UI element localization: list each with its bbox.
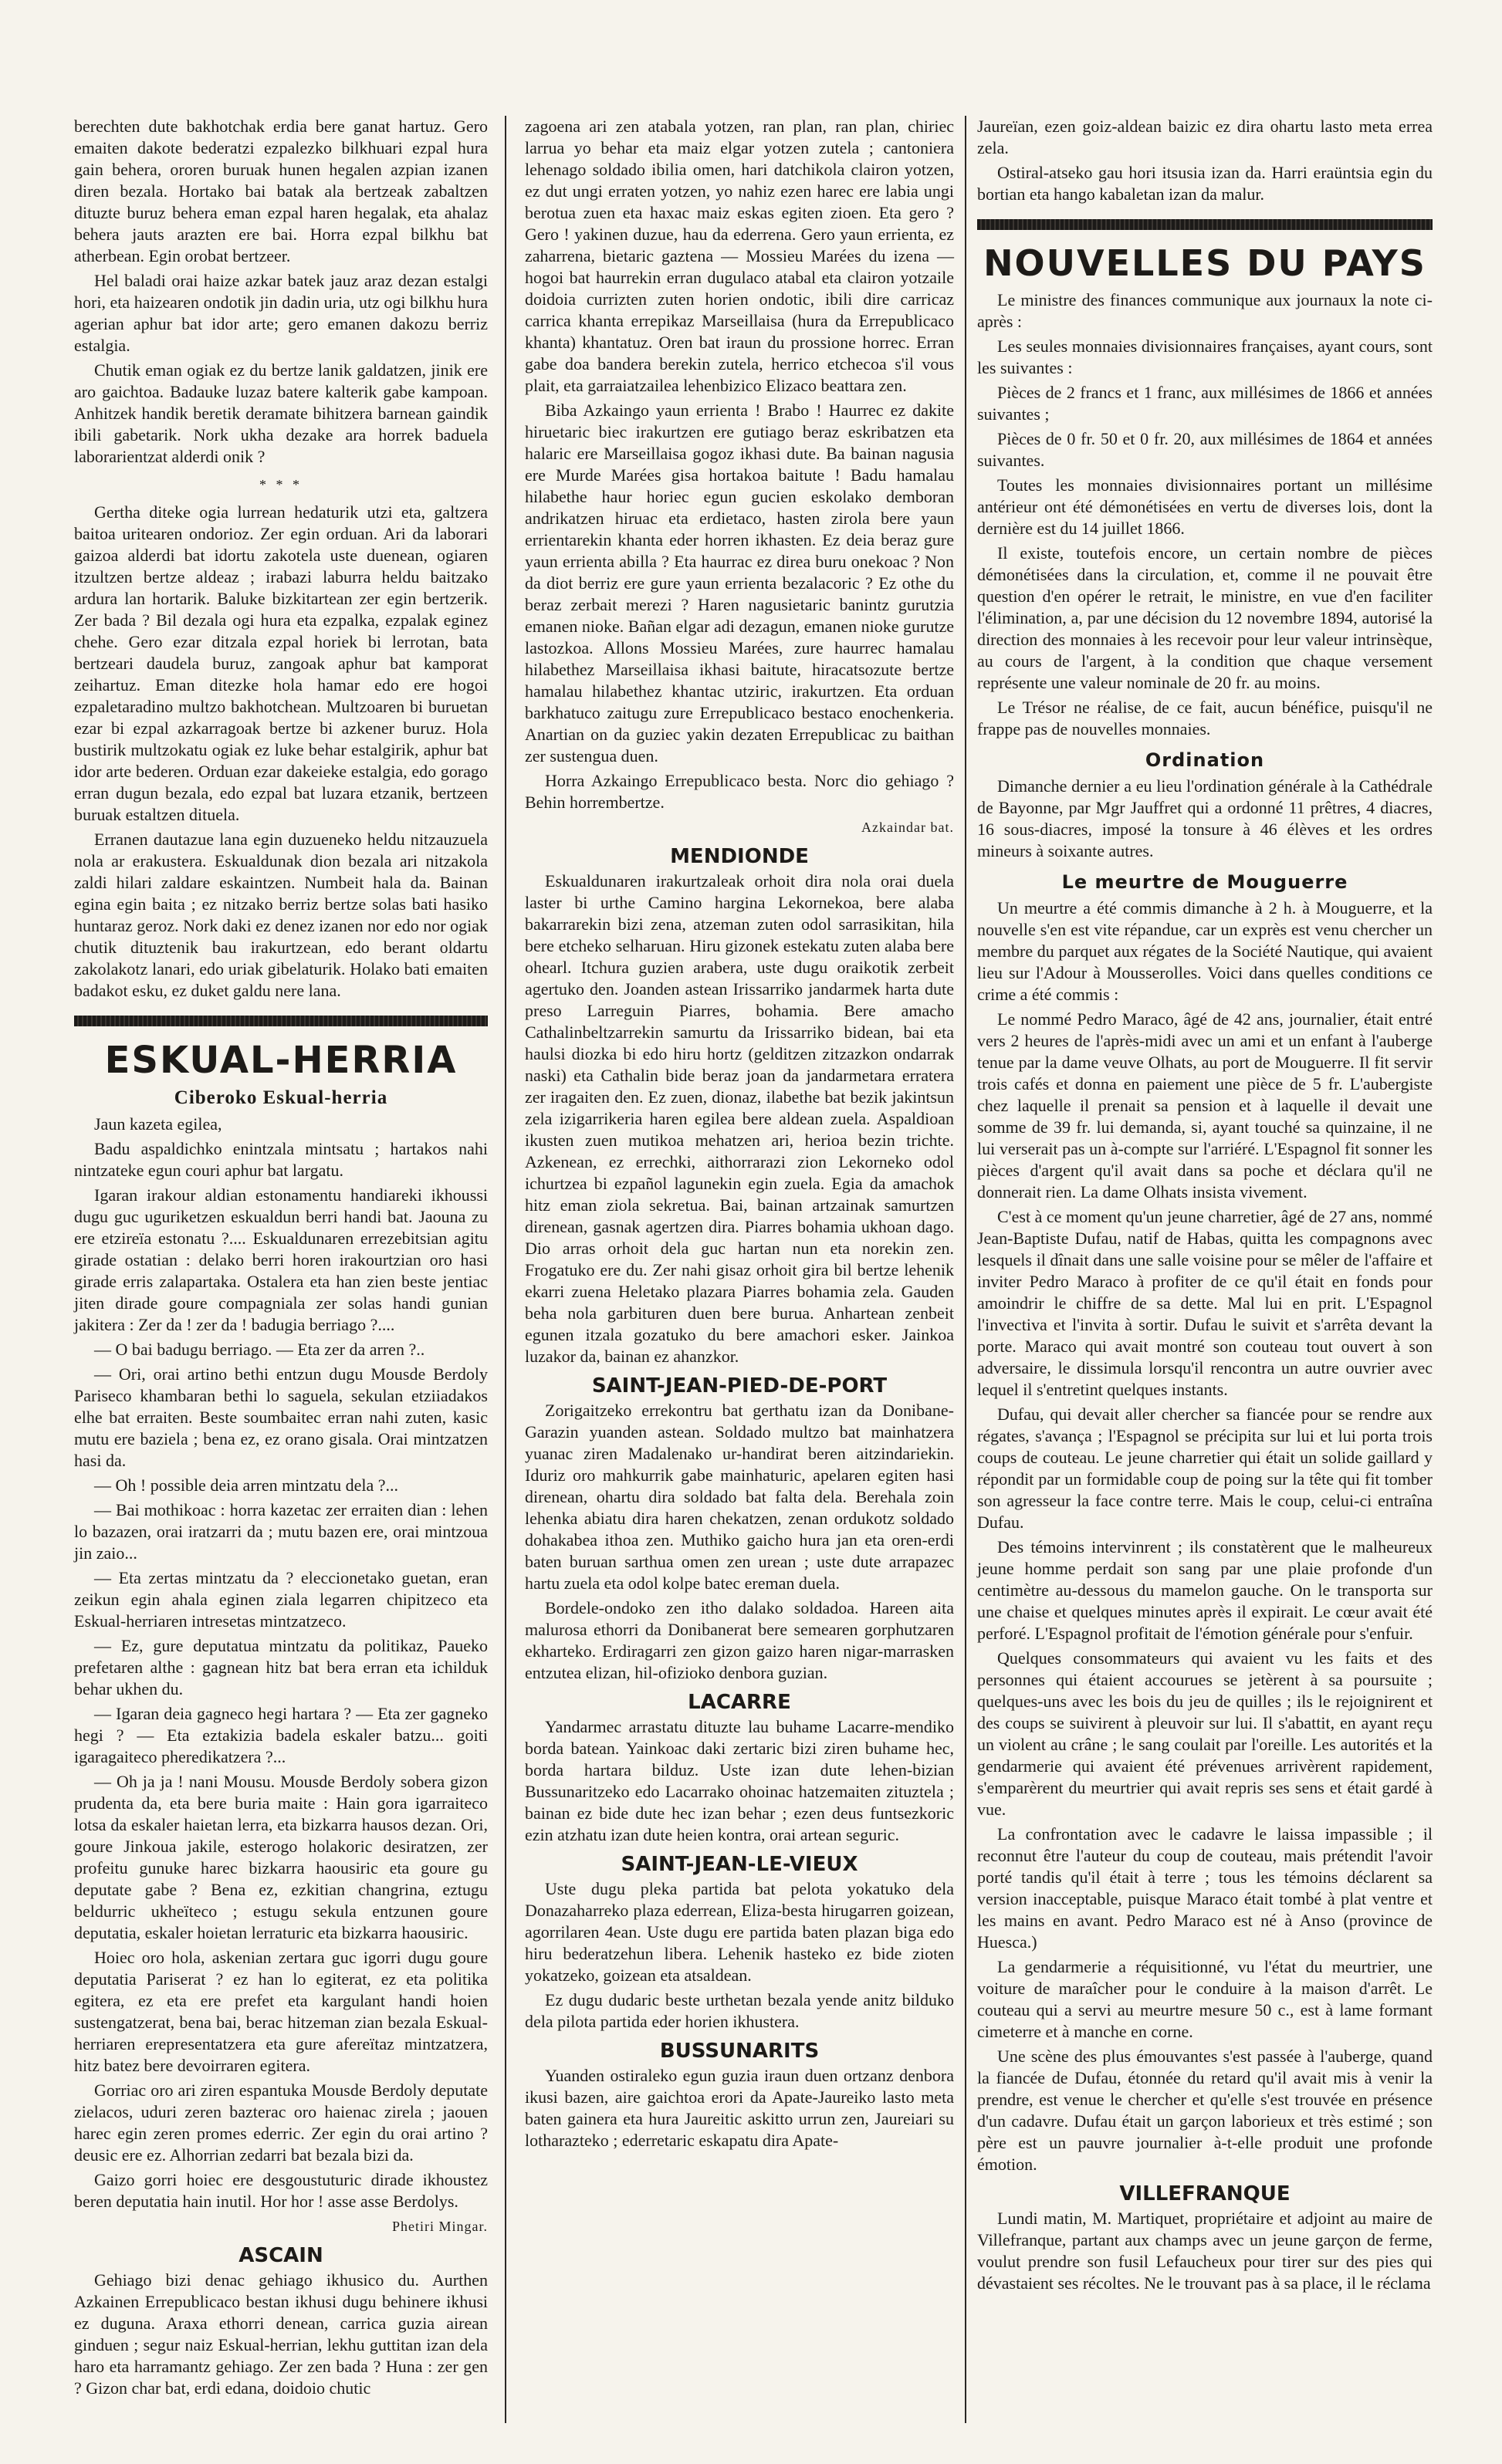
paragraph: Pièces de 2 francs et 1 franc, aux millésimes de 1866 et années suivantes ; bbox=[977, 382, 1433, 424]
section-heading-eskual-herria: ESKUAL-HERRIA bbox=[104, 1039, 458, 1082]
paragraph: Jaureïan, ezen goiz-aldean baizic ez dira ohartu lasto meta errea zela. bbox=[977, 117, 1433, 157]
column-rule bbox=[965, 116, 966, 2423]
paragraph: Dufau, qui devait aller chercher sa fiancée pour se rendre aux régates, s'avança ; l'Espagnol se précipita sur lui et lui porta trois coups de couteau. Le jeune charretier qui était un solide gaillard y répondit par un formidable coup de poing sur la tête qui fit tomber son agresseur la face contre terre. Mais le coup, celui-ci entraîna Dufau. bbox=[977, 1404, 1433, 1532]
paragraph: Horra Azkaingo Errepublicaco besta. Norc dio gehiago ? Behin horrembertze. bbox=[525, 771, 954, 812]
article-heading-ordination: Ordination bbox=[1145, 749, 1265, 771]
paragraph: — Igaran deia gagneco hegi hartara ? — Eta zer gagneko hegi ? — Eta eztakizia badela eskaler batzu... goiti igaragaiteco pheredikatzera ?... bbox=[74, 1703, 488, 1766]
column-3 bbox=[977, 116, 1433, 2297]
paragraph: Gehiago bizi denac gehiago ikhusico du. Aurthen Azkainen Errepublicaco bestan ikhusi dugu behinere ikhusi ez duguna. Araxa ethorri denean, carrica guzia airean ginduen ; segur naiz Eskual-herrian, lekhu guttitan izan dela haro eta harramantz gehiago. Zer zen bada ? Huna : zer gen ? Gizon char bat, erdi edana, doidoio chutic bbox=[74, 2270, 488, 2398]
article-heading-ascain: ASCAIN bbox=[238, 2243, 323, 2267]
paragraph: La confrontation avec le cadavre le laissa impassible ; il reconnut être l'auteur du coup de couteau, mais prétendit l'avoir porté tandis qu'il était à terre ; tous les témoins déclarent sa version inacceptable, puisque Maraco était tombé à plat ventre et les mains en avant. Pedro Maraco est né à Anso (province de Huesca.) bbox=[977, 1823, 1433, 1952]
article-heading-saint-jean-pied-de-port: SAINT-JEAN-PIED-DE-PORT bbox=[591, 1374, 888, 1398]
paragraph: Yuanden ostiraleko egun guzia iraun duen ortzanz denbora ikusi bazen, aire gaichtoa erori da Apate-Jaureiko lasto meta baten gainera eta hura Jaureitic askitto urrun zen, Jaureiari su lotharazteko ; ederretaric eskapatu dira Apate- bbox=[525, 2066, 954, 2150]
paragraph: Bordele-ondoko zen itho dalako soldadoa. Hareen aita malurosa ethorri da Donibanerat bere semearen gorphutzaren ekharteko. Erdiragarri zen gizon gaizo haren nigar-marrasken entzutea elizan, hil-ofizioko denbora guzian. bbox=[525, 1598, 954, 1682]
paragraph: Le Trésor ne réalise, de ce fait, aucun bénéfice, puisqu'il ne frappe pas de nouvelles monnaies. bbox=[977, 697, 1433, 739]
paragraph: Il existe, toutefois encore, un certain nombre de pièces démonétisées dans la circulation, et, comme il ne pouvait être question d'en opérer le retrait, le ministre, en vue d'en faciliter l'élimination, a, par une décision du 12 novembre 1894, autorisé la direction des monnaies à les recevoir pour leur valeur intrinsèque, au cours de l'argent, à la condition que chaque versement représente une valeur nominale de 20 fr. au moins. bbox=[977, 542, 1433, 692]
column-1 bbox=[74, 116, 488, 2402]
paragraph: — O bai badugu berriago. — Eta zer da arren ?.. bbox=[94, 1339, 425, 1359]
paragraph: Chutik eman ogiak ez du bertze lanik galdatzen, jinik ere aro gaichtoa. Badauke luzaz batere kalterik gabe kampoan. Anhitzek handik beretik deramate bihitzera barnean gaindik ibili gabetarik. Nork ukha dezake ara horrek baduela laborarientzat alderdi onik ? bbox=[74, 360, 488, 466]
paragraph: Lundi matin, M. Martiquet, propriétaire et adjoint au maire de Villefranque, partant aux champs avec un jeune garçon de ferme, voulut prendre son fusil Lefaucheux pour tirer sur des pies qui dévastaient ses récoltes. Ne le trouvant pas à sa place, il le réclama bbox=[977, 2208, 1433, 2293]
section-divider bbox=[74, 1016, 488, 1026]
article-heading-mendionde: MENDIONDE bbox=[670, 845, 809, 868]
article-title: Ciberoko Eskual-herria bbox=[174, 1087, 388, 1108]
paragraph: — Ori, orai artino bethi entzun dugu Mousde Berdoly Pariseco khambaran bethi lo saguela, sekulan etziiadakos elhe bat erraiten. Beste soumbaitec erran nahi zuten, kasic mutu ere baziela ; bena ez, ez orano gisala. Orai mintzatzen hasi da. bbox=[74, 1364, 488, 1470]
paragraph: Hel baladi orai haize azkar batek jauz araz dezan estalgi hori, eta haizearen ondotik jin dadin uria, utz ogi bilkhu hura agerian aphur bat idor arte; gero emanen dakozu berriz estalgia. bbox=[74, 271, 488, 355]
paragraph: Des témoins intervinrent ; ils constatèrent que le malheureux jeune homme perdait son sang par une plaie profonde d'un centimètre au-dessous du mamelon gauche. On le transporta sur une chaise et quelques minutes après il expirait. Le cœur avait été perforé. L'Espagnol profitait de l'émotion générale pour s'enfuir. bbox=[977, 1536, 1433, 1643]
paragraph: — Eta zertas mintzatu da ? eleccionetako guetan, eran zeikun egin ahala eginen ziala legarren chipitzeco eta Eskual-herriaren intresetas mintzatzeco. bbox=[74, 1567, 488, 1631]
paragraph: Erranen dautazue lana egin duzueneko heldu nitzauzuela nola ar erakustera. Eskualdunak dion bezala ari nitzakola zaldi hilari zaldare eskaintzen. Numbeit hala da. Bainan egina egin baita ; ez nitzako berriz bertze solas bati hasiko huntaraz geroz. Nork daki ez denez izanen nor edo nor ogiak chutik dituztenik bau irakurtzean, edo berant oldartu zakolakotz lanari, edo uriak gibelaturik. Holako bati emaiten badakot esku, ez duket galdu nere lana. bbox=[74, 830, 488, 1000]
paragraph: Les seules monnaies divisionnaires françaises, ayant cours, sont les suivantes : bbox=[977, 336, 1433, 377]
paragraph: Pièces de 0 fr. 50 et 0 fr. 20, aux millésimes de 1864 et années suivantes. bbox=[977, 428, 1433, 470]
paragraph: Zorigaitzeko errekontru bat gerthatu izan da Donibane-Garazin yuanden astean. Soldado multzo bat mainhatzera yuanac ziren Madalenako ur-handirat beren aitzindariekin. Iduriz oro mahkurrik gabe mainhaturic, apelaren egiten hasi direnean, ohartu dira soldado bat falta dela. Berehala zoin lehenka abiatu dira haren chekatzen, zenan ordukotz soldado dohakabea ithoa zen. Muthiko gaicho hura jan eta oren-erdi baten buruan sarthua omen zen urean ; uste dute arrapazec hartu zuela eta odol kolpe batec ereman duela. bbox=[525, 1401, 954, 1593]
paragraph: Le ministre des finances communique aux journaux la note ci-après : bbox=[977, 289, 1433, 331]
paragraph: zagoena ari zen atabala yotzen, ran plan, ran plan, chiriec larrua yo behar eta maiz elgar yotzen zutela ; cantoniera lehenago soldado ibilia omen, hari datchikola clairon yotzen, ez dut ungi erraten yotzen, yo nahiz ezen harec ere labia ungi berotua zuen eta haxac maiz eskas egiten zioen. Eta gero ? Gero ! yakinen duzue, hau da ederrena. Gero yaun errienta, ez zaharrena, bietaric gaztena — Mossieu Marées du izena — hogoi bat haurrekin erran dugulaco atabal eta clairon yotzaile doidoia currizten zuten horien ondotic, ibili dire carricaz carrica khanta errepikaz Marseillaisa (hura da Errepublicaco khanta) khantatuz. Oren bat iraun du prossione horrec. Erran gabe doa bandera berekin zutela, herrico etchecoa s'il vous plait, eta garraiatzailea lehenbizico Elizaco beattara zen. bbox=[525, 117, 954, 395]
paragraph: Eskualdunaren irakurtzaleak orhoit dira nola orai duela laster bi urthe Camino hargina Lekornekoa, bere alaba bakarrarekin bizi zena, atzeman zuten odol sarrasikitan, hila bere etcheko selharuan. Hiru gizonek estekatu zuten alaba bere ohearl. Itchura guzien arabera, uste dugu oraikotik zerbeit agertuko den. Joanden astean Irissarriko jandarmek harta dute preso Larreguin Piarres, bohamia. Bere amacho Cathalinbeltzarrekin samurtu da Irissarriko bidean, bai eta haulsi diozka bi edo hiru hortz (gelditzen zitzazkon ondarrak naski) eta Cathalin bide beraz joan da jandarmetara erratera zer iragaiten den. Ez zuen, dionaz, ilabethe bat bezik jakintsun zela izigarrikeria haren egilea bere aldean zuela. Aspaldioan ikusten zuen mutikoa mehatzen ari, herioa bezin trichte. Azkenean, ez errechki, aithorrarazi zion Lekorneko odol ichurtzea bi ezpañol lagunekin egin zuela. Egia da amachok hitz eman ziola sekretua. Bai, bainan artzainak samurtzen direnean, gasnak agertzen dira. Piarres bohamia ukhoan dago. Dio arras orhoit dela guc hartan nun eta norekin zen. Frogatuko ere du. Zer nahi gisaz orhoit gira bil bertze lehenik ekarri zuena Heletako plazara Piarres bohamia zela. Gauden beha nola garbituren duen bere burua. Anhartean zenbeit egunen itzala gozatuko du bere amachori esker. Jainkoa luzakor da, bainan ez ahanzkor. bbox=[525, 871, 954, 1366]
paragraph: Yandarmec arrastatu dituzte lau buhame Lacarre-mendiko borda batean. Yainkoac daki zertaric bizi ziren buhame hec, borda hartara bilduz. Uste izan dute lehen-bizian Bussunaritzeko edo Lacarrako ohoinac hatzemaiten zituztela ; bainan ez bide dute hec izan behar ; ezen deus funtsezkoric ezin atzhatu izan dute heien kontra, orai artean seguric. bbox=[525, 1717, 954, 1844]
paragraph: Biba Azkaingo yaun errienta ! Brabo ! Haurrec ez dakite hiruetaric biec irakurtzen ere gutiago beraz eskribatzen eta halaric ere Marseillaisa gogoz ikhasi dute. Ba bainan nagusia ere Murde Marées gisa hortakoa baitute ! Badu hamalau hilabethe haur horiec egun gucien eskolako demboran andrikatzen hiruac eta erdietaco, hasten zirola bere yaun errientarekin khanta eder horren ikhasten. Ez deia beraz gure yaun errienta abilla ? Eta haurrac ez direa buru onekoac ? Non da diot berriz ere gure yaun errienta bezalacoric ? Ez othe du beraz zerbait merezi ? Haren nagusietaric banintz gurutzia emanen nioke. Bañan elgar adi dezagun, emanen nioke gurutze lastozkoa. Allons Mossieu Marées, zure haurrec hamalau hilabethez Marseillaisa ikhasi baitute, hiracatsozute bertze hamalau hilabethez khantac utziric, irakurtzen. Eta orduan barkhatuco zaitugu zure Errepublicaco bestaco enochenkeria. Anartian on da guziec yakin dezaten Errepublicac zu baithan zer sustengua duen. bbox=[525, 401, 954, 766]
paragraph: Hoiec oro hola, askenian zertara guc igorri dugu goure deputatia Pariserat ? ez han lo egiterat, ez eta politika egitera, ez eta ere prefet eta kargulant handi hoien sustengatzerat, bena bai, berac hitzeman zian bezala Eskual-herriaren erepresentatzera eta gure afereïtaz mintzatzera, hitz batez bere devoirraren egitera. bbox=[74, 1947, 488, 2075]
paragraph: Gertha diteke ogia lurrean hedaturik utzi eta, galtzera baitoa uritearen ondorioz. Zer egin orduan. Ari da laborari gaizoa alderdi bat idortu zakotela uste duenean, ogiaren itzultzen bertze aldeaz ; irabazi laburra heldu baitzako ardura lan hortarik. Baluke bizkitartean zer egin bertzerik. Zer bada ? Bil dezala ogi hura eta ezpalka, ezpalak eginez chehe. Gero ezar ditzala ezpal horiek bi lerrotan, bata bertzeari daudela buruz, zangoak aphur bat kamporat zeihartuz. Eman ditezke hola hamar edo ere hogoi ezpaletaradino multzo bakhotchean. Multzoaren bi buruetan ezar bi ezpal azkarragoak bertze bi azkener buruz. Hola bustirik multzokatu ogiak ez luke behar estalgirik, aphur bat idor arte bederen. Orduan ezar dakeieke estalgia, edo gorago erran dugun bezala, edo ezpal bat luzara etzanik, bertzeen buruak estaltzen dituela. bbox=[74, 502, 488, 824]
paragraph: — Oh ! possible deia arren mintzatu dela ?... bbox=[94, 1475, 399, 1495]
paragraph: — Bai mothikoac : horra kazetac zer erraiten dian : lehen lo bazazen, orai iratzarri da ; mutu bazen ere, orai mintzoua jin zaio... bbox=[74, 1499, 488, 1563]
salutation: Jaun kazeta egilea, bbox=[94, 1114, 222, 1134]
article-heading-saint-jean-le-vieux: SAINT-JEAN-LE-VIEUX bbox=[621, 1853, 858, 1876]
asterism: * * * bbox=[259, 477, 303, 492]
paragraph: berechten dute bakhotchak erdia bere ganat hartuz. Gero emaiten dakote bederatzi ezpalezko bilkhuari ezpal hura gain behera, ororen buruak hunen hegalen azpian izanen diren bezala. Hortako bai batak ala bertzeak zabaltzen dituzte buruz behera eman ezpal haren hegalak, eta ahalaz behera jauts arazten ere bai. Horra ezpal bilkhu bat atherbean. Egin orobat bertzeer. bbox=[74, 117, 488, 265]
section-heading-nouvelles-du-pays: NOUVELLES DU PAYS bbox=[983, 242, 1426, 284]
paragraph: Un meurtre a été commis dimanche à 2 h. à Mouguerre, et la nouvelle s'en est vite répandue, car un exprès est venu chercher un membre du parquet aux régates de la Société Nautique, qui avaient lieu sur l'Adour à Mousserolles. Voici dans quelles conditions ce crime a été commis : bbox=[977, 897, 1433, 1004]
paragraph: Dimanche dernier a eu lieu l'ordination générale à la Cathédrale de Bayonne, par Mgr Jauffret qui a ordonné 11 prêtres, 4 diacres, 16 sous-diacres, imposé la tonsure à 46 élèves et les ordres mineurs à soixante autres. bbox=[977, 776, 1433, 860]
article-heading-villefranque: VILLEFRANQUE bbox=[1119, 2182, 1291, 2205]
paragraph: Gaizo gorri hoiec ere desgoustuturic dirade ikhoustez beren deputatia hain inutil. Hor hor ! asse asse Berdolys. bbox=[74, 2169, 488, 2211]
paragraph: Gorriac oro ari ziren espantuka Mousde Berdoly deputate zielacos, uduri zeren bazterac oro haienac zirela ; jaouen harec egin zeren promes ederric. Zer egin du orai artino ? deusic ere ez. Alhorrian zedarri bat bezala bizi da. bbox=[74, 2080, 488, 2165]
paragraph: La gendarmerie a réquisitionné, vu l'état du meurtrier, une voiture de maraîcher pour le conduire à la maison d'arrêt. Le couteau qui a servi au meurtre mesure 50 c., est à lame formant cimeterre et à manche en corne. bbox=[977, 1956, 1433, 2041]
paragraph: — Ez, gure deputatua mintzatu da politikaz, Paueko prefetaren althe : gagnean hitz bat bera erran eta ichilduk behar ukhen du. bbox=[74, 1635, 488, 1698]
paragraph: Ostiral-atseko gau hori itsusia izan da. Harri eraüntsia egin du bortian eta hango kabaletan izan da malur. bbox=[977, 163, 1433, 204]
signature: Azkaindar bat. bbox=[861, 820, 954, 835]
paragraph: — Oh ja ja ! nani Mousu. Mousde Berdoly sobera gizon prudenta da, eta bere buria maite : Hain gora igarraiteco lotsa da eskaler haietan lerra, eta bizkarra hausos dezan. Ori, goure Jinkoua jakile, esterogo holakoric desiratzen, zer profeitu gunuke harec bizkarra haousiric eta goure gu deputate gabe ? Bena ez, ezkitian changrina, eztugu beldurric ukheïteco ; estugu sekula entzunen goure deputatia, eskaler hoietan lerraturic eta bizkarra haousiric. bbox=[74, 1771, 488, 1942]
paragraph: Le nommé Pedro Maraco, âgé de 42 ans, journalier, était entré vers 2 heures de l'après-midi avec un ami et un enfant à l'auberge tenue par la dame veuve Olhats, au port de Mouguerre. Il fit servir trois cafés et donna en paiement une pièce de 5 fr. L'aubergiste chez laquelle il prenait sa pension et à laquelle il devait une somme de 39 fr. lui demanda, si, ayant touché sa quinzaine, il ne lui verserait pas un à-compte sur l'arriéré. L'Espagnol fit sonner les pièces d'argent qu'il avait dans sa poche et déclara qu'il ne donnerait rien. La dame Olhats insista vivement. bbox=[977, 1009, 1433, 1202]
article-heading-bussunarits: BUSSUNARITS bbox=[659, 2040, 820, 2063]
article-heading-lacarre: LACARRE bbox=[688, 1691, 791, 1714]
article-heading-meurtre-mouguerre: Le meurtre de Mouguerre bbox=[1061, 870, 1348, 893]
paragraph: Igaran irakour aldian estonamentu handiareki ikhoussi dugu guc uguriketzen eskualdun berri handi bat. Jaouna zu ere etzireïa estonatu ?.... Eskualdunaren errezebitsian agitu girade ostatian : delako berri horen irakourtzian oro hasi girade erris zalapartaka. Ostalera eta han zien beste jentiac jiten dirade goure compagniala zer solas handi gunian jakitera : Zer da ! zer da ! badugia berriago ?.... bbox=[74, 1185, 488, 1334]
paragraph: Ez dugu dudaric beste urthetan bezala yende anitz bilduko dela pilota partida eder horien ikhustera. bbox=[525, 1990, 954, 2031]
signature: Phetiri Mingar. bbox=[392, 2218, 488, 2234]
paragraph: Badu aspaldichko enintzala mintsatu ; hartakos nahi nintzateke egun couri aphur bat largatu. bbox=[74, 1138, 488, 1180]
paragraph: Une scène des plus émouvantes s'est passée à l'auberge, quand la fiancée de Dufau, étonnée du retard qu'il avait mis à venir la prendre, est venue le chercher et qu'elle s'est trouvée en présence d'un cadavre. Dufau était un garçon laborieux et très estimé ; son père est un pauvre journalier à-t-elle produit une profonde émotion. bbox=[977, 2046, 1433, 2174]
column-2 bbox=[525, 116, 954, 2155]
paragraph: C'est à ce moment qu'un jeune charretier, âgé de 27 ans, nommé Jean-Baptiste Dufau, natif de Habas, quitta les compagnons avec lesquels il dînait dans une salle voisine pour se mêler de l'affaire et inviter Pedro Maraco à profiter de ce qu'il était en fonds pour amoindrir le chiffre de sa dette. Mal lui en prit. L'Espagnol l'invectiva et l'invita à sortir. Dufau le suivit et s'arrêta devant la porte. Maraco qui avait montré son couteau tout ouvert à son adversaire, le dissimula lorsqu'il rencontra un autre ouvrier avec lequel il s'entretint quelques instants. bbox=[977, 1206, 1433, 1399]
paragraph: Toutes les monnaies divisionnaires portant un millésime antérieur ont été démonétisées en vertu de diverses lois, dont la dernière est du 14 juillet 1866. bbox=[977, 475, 1433, 538]
paragraph: Quelques consommateurs qui avaient vu les faits et des personnes qui étaient accourues se jetèrent à sa poursuite ; quelques-uns avec les bois du jeu de quilles ; ils le rejoignirent et des coups se suivirent à pleuvoir sur lui. Il s'abattit, en ayant reçu un violent au crâne ; le sang coulait par l'oreille. Les autorités et la gendarmerie qui avaient été prévenues arrivèrent rapidement, s'emparèrent du meurtrier qui avait repris ses sens et était gardé à vue. bbox=[977, 1648, 1433, 1819]
paragraph: Uste dugu pleka partida bat pelota yokatuko dela Donazaharreko plaza ederrean, Eliza-besta hirugarren goizean, agorrilaren 4ean. Uste dugu ere partida baten plazan biga edo hiru bederatzehun libera. Lehenik hasteko ez bide zioten yokatzeko, goizean eta atsaldean. bbox=[525, 1879, 954, 1985]
column-rule bbox=[505, 116, 506, 2423]
section-divider bbox=[977, 219, 1433, 230]
